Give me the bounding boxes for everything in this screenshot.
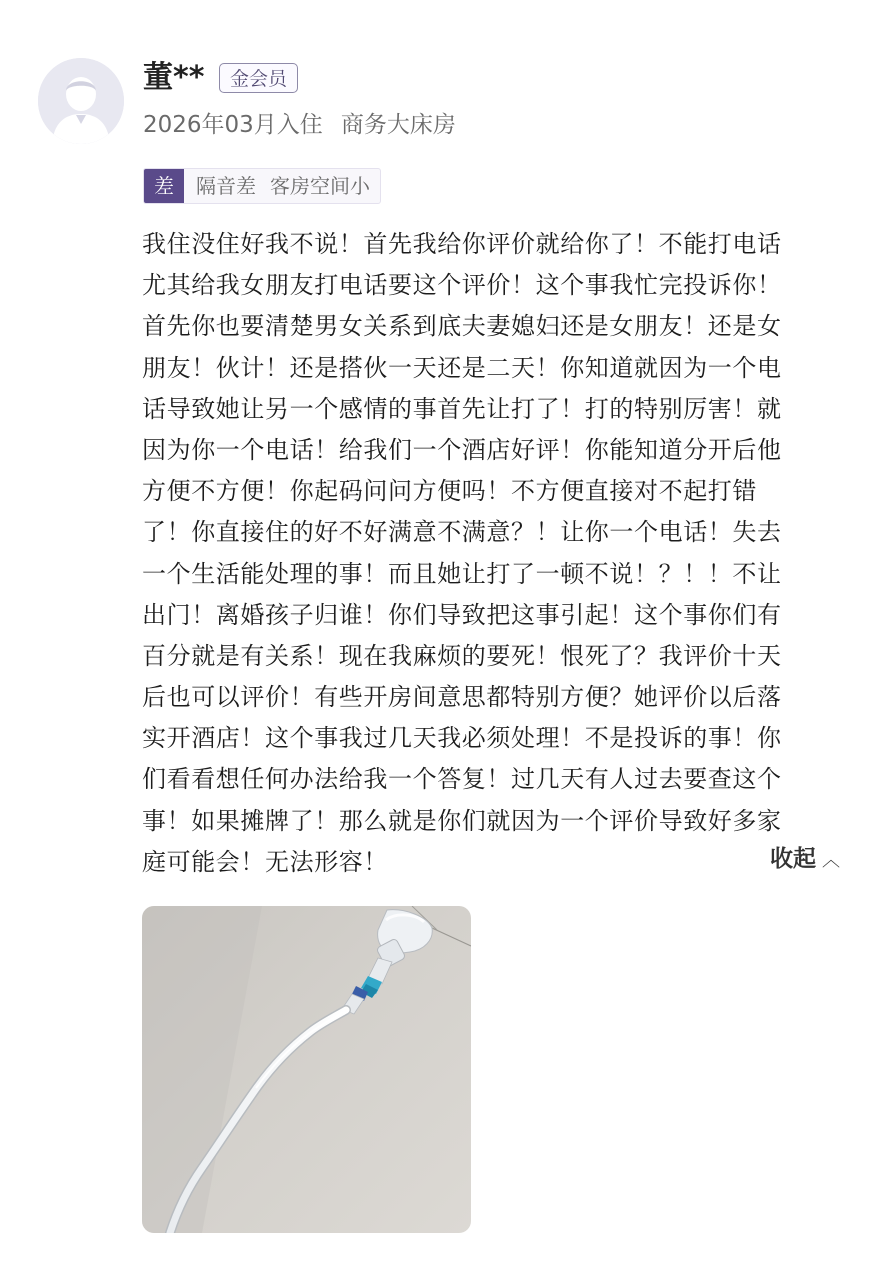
iv-drip-tube-photo [142, 906, 471, 1233]
rating-tags [184, 169, 380, 203]
review-line: 出门！离婚孩子归谁！你们导致把这事引起！这个事你们有 [142, 600, 782, 629]
rating-tag-row [143, 168, 381, 204]
review-photo[interactable] [142, 906, 471, 1233]
review-line: 实开酒店！这个事我过几天我必须处理！不是投诉的事！你 [142, 724, 782, 753]
stay-info [143, 108, 456, 142]
tag-item: 隔音差 [196, 174, 256, 198]
review-line: 尤其给我女朋友打电话要这个评价！这个事我忙完投诉你！ [142, 271, 782, 300]
collapse-label: 收起 [770, 846, 816, 872]
review-line: 了！你直接住的好不好满意不满意？！让你一个电话！失去 [142, 518, 782, 547]
review-line: 我住没住好我不说！首先我给你评价就给你了！不能打电话 [142, 230, 782, 258]
checkin-date: 2026年03月入住 [143, 112, 323, 138]
reviewer-name: 董** [143, 60, 205, 95]
review-text [142, 224, 858, 883]
review-line: 百分就是有关系！现在我麻烦的要死！恨死了？我评价十天 [142, 641, 782, 670]
review-line: 话导致她让另一个感情的事首先让打了！打的特别厉害！就 [142, 394, 782, 423]
rating-label: 差 [144, 169, 184, 203]
review-line: 后也可以评价！有些开房间意思都特别方便？她评价以后落 [142, 683, 782, 712]
member-badge: 金会员 [219, 63, 298, 93]
review-line: 方便不方便！你起码问问方便吗！不方便直接对不起打错 [142, 477, 757, 506]
room-type: 商务大床房 [340, 112, 456, 138]
collapse-button[interactable] [770, 842, 840, 876]
review-line: 事！如果摊牌了！那么就是你们就因为一个评价导致好多家 [142, 806, 782, 835]
chevron-up-icon: ︿ [822, 850, 840, 871]
review-line: 首先你也要清楚男女关系到底夫妻媳妇还是女朋友！还是女 [142, 312, 782, 341]
default-avatar-icon [38, 58, 124, 144]
review-line: 一个生活能处理的事！而且她让打了一顿不说！？！！不让 [142, 559, 782, 588]
tag-item: 客房空间小 [270, 174, 370, 198]
avatar[interactable] [38, 58, 124, 144]
review-line: 们看看想任何办法给我一个答复！过几天有人过去要查这个 [142, 765, 782, 794]
review-line: 因为你一个电话！给我们一个酒店好评！你能知道分开后他 [142, 435, 782, 464]
review-line: 庭可能会！无法形容！ [142, 847, 388, 876]
review-line: 朋友！伙计！还是搭伙一天还是二天！你知道就因为一个电 [142, 353, 782, 382]
